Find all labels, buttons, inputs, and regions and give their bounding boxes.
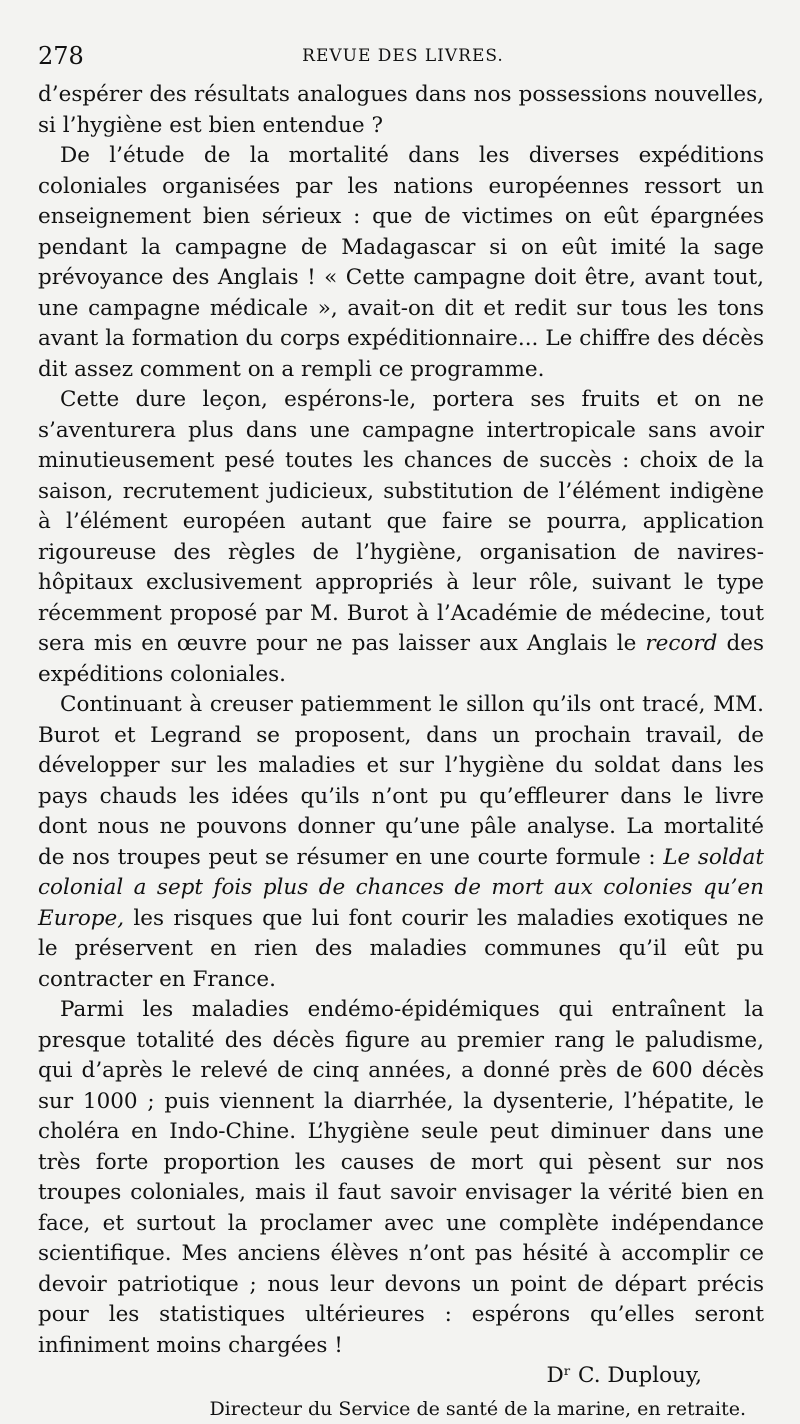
page-number: 278 xyxy=(38,42,84,70)
record-italic: record xyxy=(645,631,718,656)
paragraph-continuation: d’espérer des résultats analogues dans nos possessions nouvelles, si l’hygiène est bien entendue ? xyxy=(38,82,764,138)
paragraph-lesson-text: Cette dure leçon, espérons-le, portera ses fruits et on ne s’aventurera plus dans une campagne intertropicale sans avoir minutieusement pesé toutes les chances de succès : choix de la saison, recrutement judicieux, substitution de l’élément indigène à l’élément européen autant que faire se pourra, application rigoureuse des règles de l’hygiène, organisation de navires-hôpitaux exclusivement appropriés à leur rôle, suivant le type récemment proposé par M. Burot à l’Académie de médecine, tout sera mis en œuvre pour ne pas laisser aux Anglais le xyxy=(38,387,764,656)
paragraph-continuing-end: les risques que lui font courir les maladies exotiques ne le préservent en rien des maladies communes qu’il eût pu contracter en France. xyxy=(38,905,764,992)
paragraph-mortality: De l’étude de la mortalité dans les diverses expéditions coloniales organisées par les nations européennes ressort un enseignement bien sérieux : que de victimes on eût épargnées pendant la campagne de Madagascar si on eût imité la sage prévoyance des Anglais ! « Cette campagne doit être, avant tout, une campagne médicale », avait-on dit et redit sur tous les tons avant la formation du corps expéditionnaire... Le chiffre des décès dit assez comment on a rempli ce programme. xyxy=(38,143,764,382)
paragraph-lesson-end: des expéditions coloniales. xyxy=(38,631,764,687)
paragraph-lesson xyxy=(38,385,764,690)
paragraph-diseases: Parmi les maladies endémo-épidémiques qui entraînent la presque totalité des décès figure au premier rang le paludisme, qui d’après le relevé de cinq années, a donné près de 600 décès sur 1000 ; puis viennent la diarrhée, la dysenterie, l’hépatite, le choléra en Indo-Chine. L’hygiène seule peut diminuer dans une très forte proportion les causes de mort qui pèsent sur nos troupes coloniales, mais il faut savoir envisager la vérité bien en face, et surtout la proclamer avec une complète indépendance scientifique. Mes anciens élèves n’ont pas hésité à accomplir ce devoir patriotique ; nous leur devons un point de départ précis pour les statistiques ultérieures : espérons qu’elles seront infiniment moins chargées ! xyxy=(38,997,764,1358)
running-head: REVUE DES LIVRES. xyxy=(302,46,504,66)
article-body xyxy=(38,80,764,1424)
paragraph-continuing-text: Continuant à creuser patiemment le sillon qu’ils ont tracé, MM. Burot et Legrand se proposent, dans un prochain travail, de développer sur les maladies et sur l’hygiène du soldat dans les pays chauds les idées qu’ils n’ont pu qu’effleurer dans le livre dont nous ne pouvons donner qu’une pâle analyse. La mortalité de nos troupes peut se résumer en une courte formule : xyxy=(38,692,764,870)
soldier-formula-italic: Le soldat colonial a sept fois plus de chances de mort aux colonies qu’en Europe, xyxy=(38,844,764,931)
author-signature: Dʳ C. Duplouy, xyxy=(546,1363,702,1388)
paragraph-continuing xyxy=(38,690,764,995)
page-header xyxy=(38,42,768,72)
author-role: Directeur du Service de santé de la marine, en retraite. xyxy=(209,1397,746,1420)
